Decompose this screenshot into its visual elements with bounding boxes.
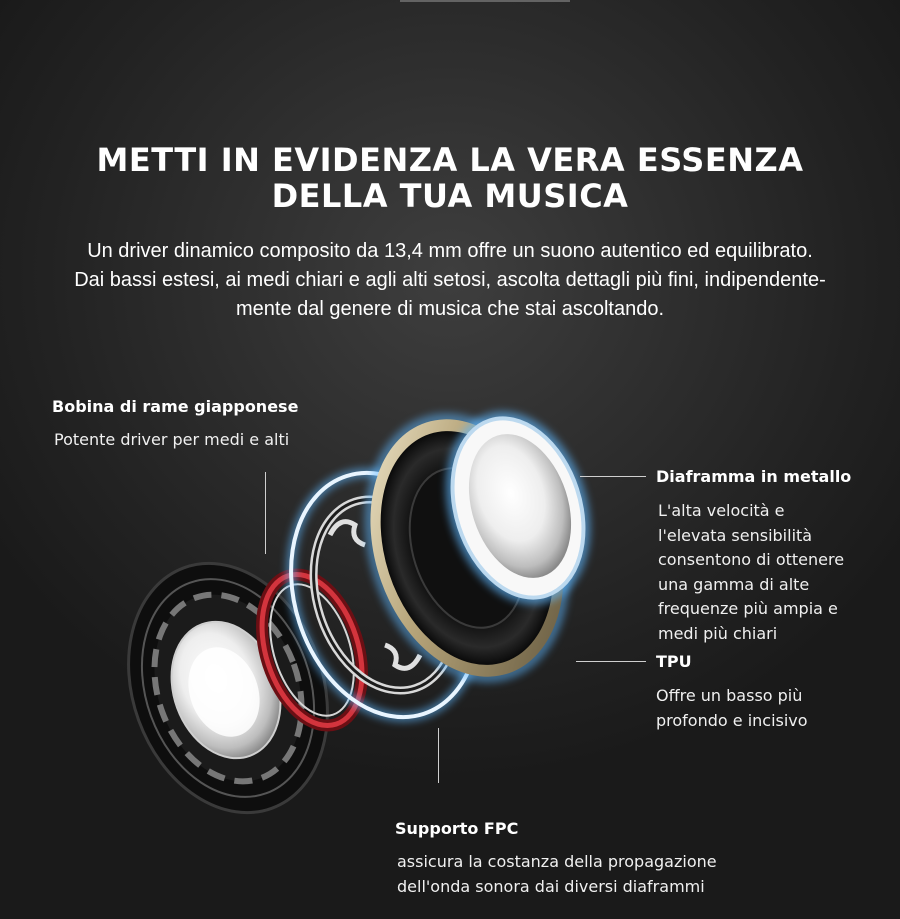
- headline-line-2: DELLA TUA MUSICA: [271, 177, 629, 215]
- tpu-title: TPU: [656, 652, 692, 671]
- fpc-desc-line: assicura la costanza della propagazione: [397, 852, 717, 871]
- fpc-title: Supporto FPC: [395, 819, 519, 838]
- coil-title: Bobina di rame giapponese: [52, 397, 299, 416]
- diaphragm-desc-line: consentono di ottenere: [658, 550, 845, 569]
- tpu-description: [656, 684, 886, 733]
- tpu-desc-line: profondo e incisivo: [656, 710, 808, 730]
- diaphragm-leader-line: [580, 476, 646, 477]
- tpu-desc-line: Offre un basso più: [656, 686, 803, 705]
- coil-description: Potente driver per medi e alti: [54, 430, 290, 449]
- intro-line-1: Un driver dinamico composito da 13,4 mm offre un suono autentico ed equilibrato.: [87, 240, 813, 262]
- diaphragm-title: Diaframma in metallo: [656, 467, 852, 486]
- fpc-leader-line: [438, 728, 439, 783]
- tpu-leader-line: [576, 661, 646, 662]
- diaphragm-desc-line: frequenze più ampia e: [658, 599, 838, 618]
- intro-line-2: Dai bassi estesi, ai medi chiari e agli alti setosi, ascolta dettagli più fini, indipendente-: [74, 269, 826, 291]
- diaphragm-desc-line: l'elevata sensibilità: [658, 525, 813, 545]
- intro-line-3: mente dal genere di musica che stai ascoltando.: [235, 298, 665, 320]
- diaphragm-desc-line: L'alta velocità e: [658, 501, 785, 520]
- diaphragm-description: [658, 499, 888, 646]
- headline-line-1: METTI IN EVIDENZA LA VERA ESSENZA: [96, 141, 804, 179]
- diaphragm-desc-line: medi più chiari: [658, 623, 778, 643]
- fpc-desc-line: dell'onda sonora dai diversi diaframmi: [397, 876, 705, 896]
- coil-leader-line: [265, 472, 266, 554]
- fpc-description: [397, 850, 717, 899]
- diaphragm-desc-line: una gamma di alte: [658, 574, 810, 594]
